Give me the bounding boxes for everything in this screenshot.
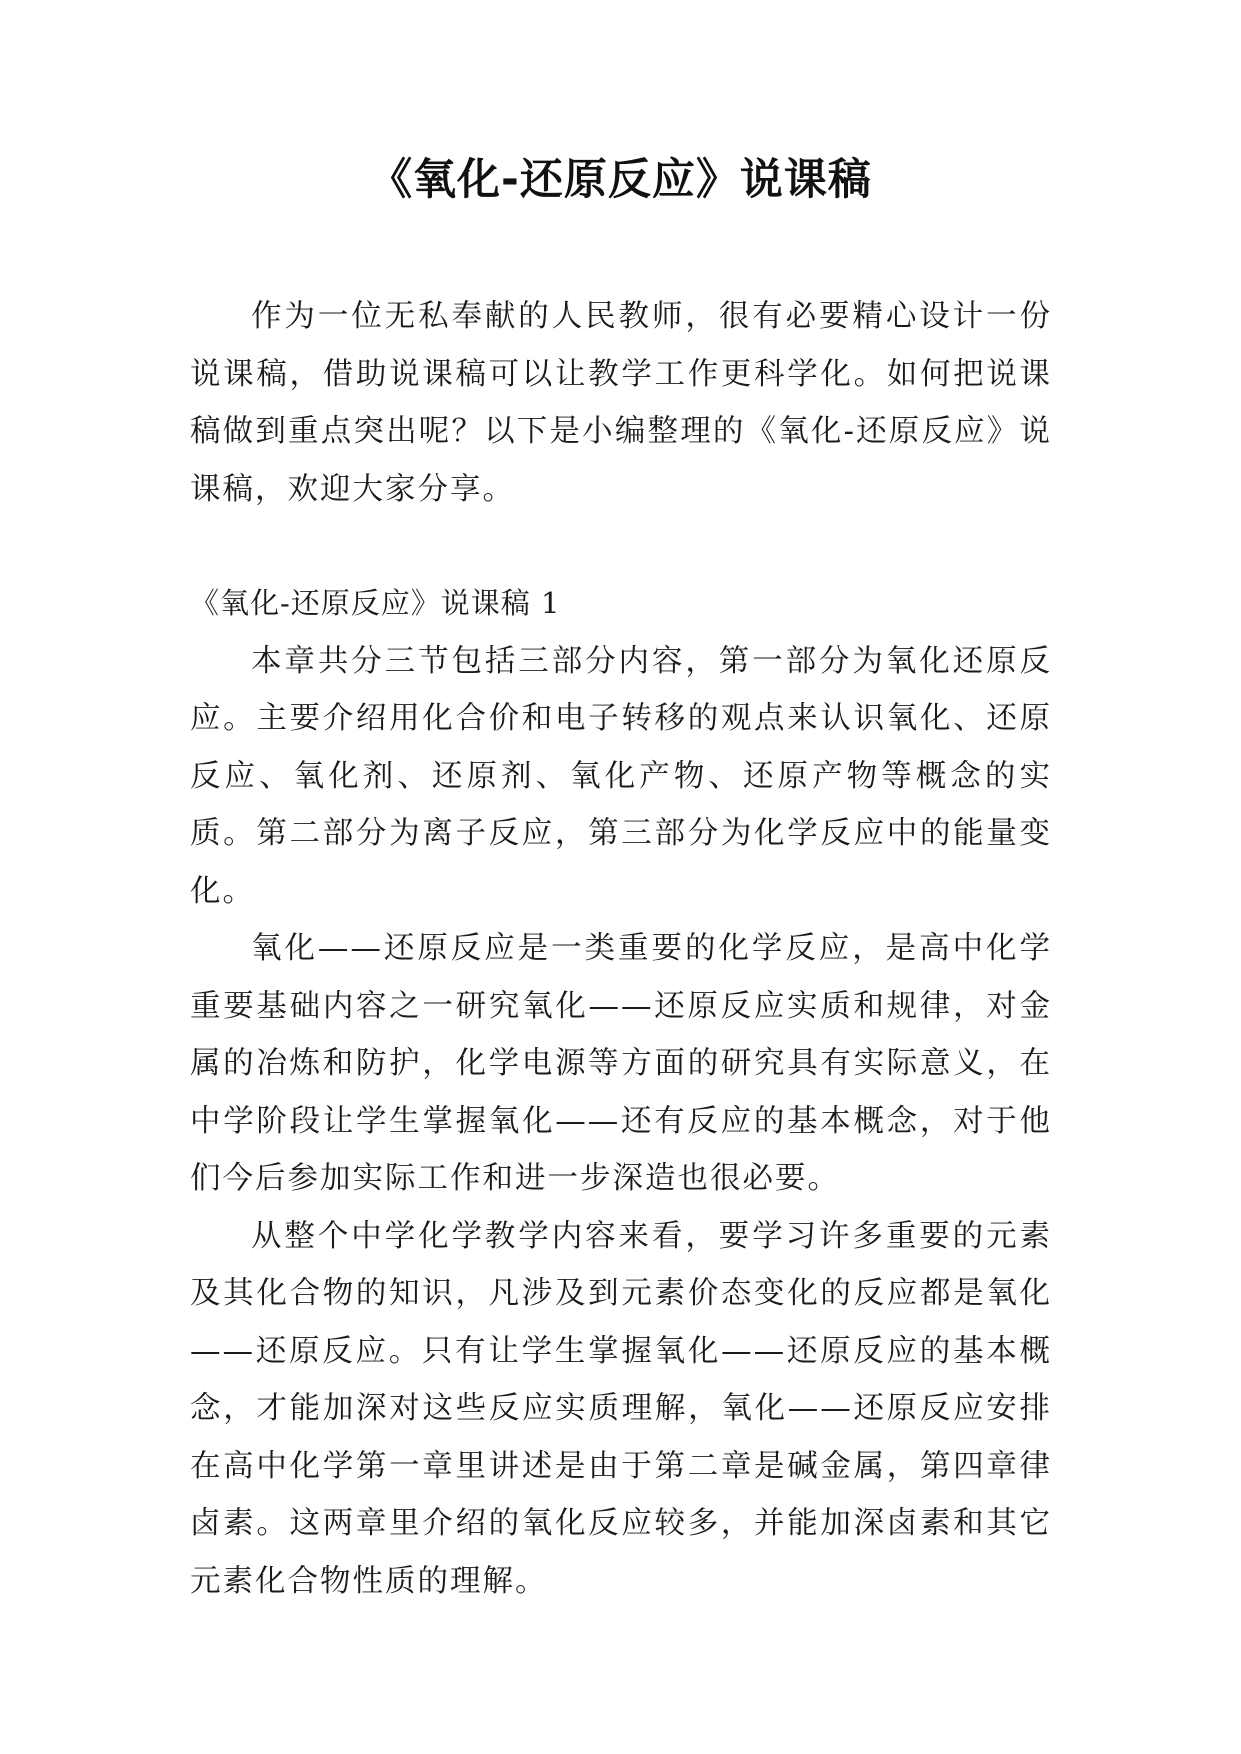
section-heading: 《氧化-还原反应》说课稿 1	[190, 586, 561, 620]
body-paragraph-2: 氧化——还原反应是一类重要的化学反应，是高中化学重要基础内容之一研究氧化——还原反应实质和规律，对金属的冶炼和防护，化学电源等方面的研究具有实际意义，在中学阶段让学生掌握氧化——还有反应的基本概念，对于他们今后参加实际工作和进一步深造也很必要。	[190, 931, 1052, 1196]
body-paragraph-3: 从整个中学化学教学内容来看，要学习许多重要的元素及其化合物的知识，凡涉及到元素价态变化的反应都是氧化——还原反应。只有让学生掌握氧化——还原反应的基本概念，才能加深对这些反应实质理解，氧化——还原反应安排在高中化学第一章里讲述是由于第二章是碱金属，第四章律卤素。这两章里介绍的氧化反应较多，并能加深卤素和其它元素化合物性质的理解。	[190, 1218, 1052, 1599]
document-body	[190, 288, 1052, 1610]
intro-paragraph: 作为一位无私奉献的人民教师，很有必要精心设计一份说课稿，借助说课稿可以让教学工作更科学化。如何把说课稿做到重点突出呢？以下是小编整理的《氧化-还原反应》说课稿，欢迎大家分享。	[190, 299, 1052, 507]
body-paragraph-1: 本章共分三节包括三部分内容，第一部分为氧化还原反应。主要介绍用化合价和电子转移的观点来认识氧化、还原反应、氧化剂、还原剂、氧化产物、还原产物等概念的实质。第二部分为离子反应，第三部分为化学反应中的能量变化。	[190, 643, 1052, 909]
document-title: 《氧化-还原反应》说课稿	[369, 155, 872, 205]
